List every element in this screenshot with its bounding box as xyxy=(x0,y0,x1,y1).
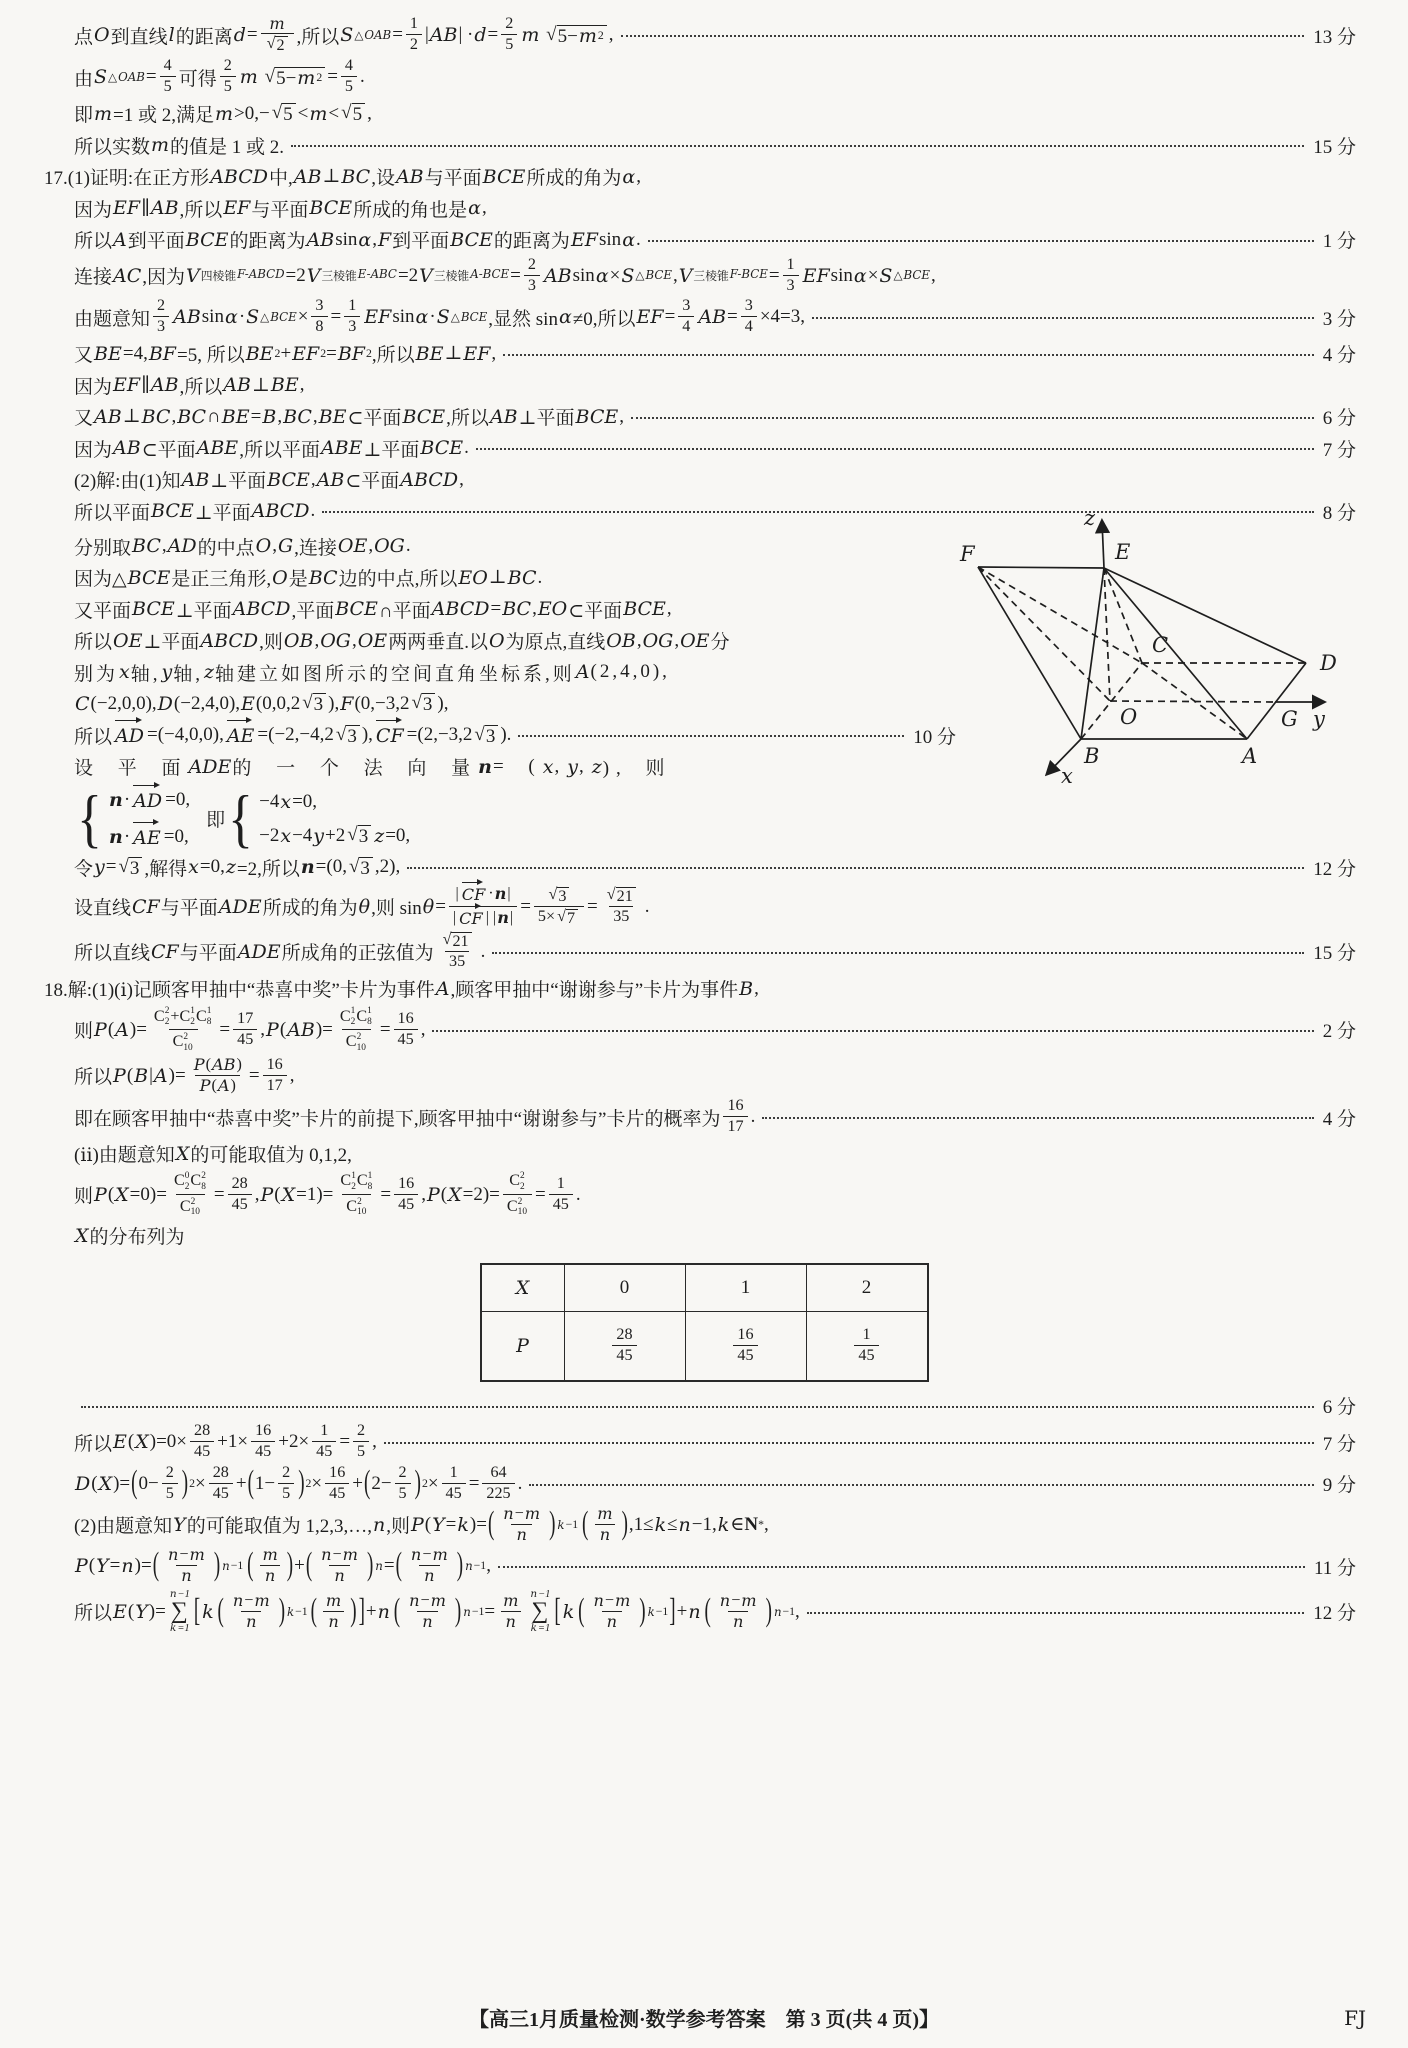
solution-line: 因为△ BCE 是正三角形, O 是 BC 边的中点,所以 EO ⊥ BC . xyxy=(74,566,543,591)
dotted-leader xyxy=(621,35,1305,37)
figure-label-C: C xyxy=(1152,632,1169,657)
solution-line: 设 平 面 ADE 的 一 个 法 向 量 n = ( x , y , z ), 则 xyxy=(74,755,672,780)
solution-line: 由 S △ OAB = $\frac{4}{5}$ 可得 $\frac{2}{5}$ m √ 5− m 2 = $\frac{4}{5}$ . xyxy=(74,57,365,96)
dotted-leader xyxy=(498,1566,1305,1568)
score-marker: 12 分 xyxy=(1313,858,1356,880)
solution-line: 令 y = √ 3 ,解得 x =0, z =2,所以 n =(0, √ 3 ,2), 12 分 xyxy=(74,855,1356,880)
dotted-leader xyxy=(407,867,1304,869)
figure-dashed-edge xyxy=(1104,568,1110,701)
score-marker: 6 分 xyxy=(1322,1397,1356,1419)
figure-edge xyxy=(1104,568,1306,663)
figure-label-O: O xyxy=(1120,704,1138,729)
figure-edge xyxy=(1102,521,1104,568)
distribution-table-wrap xyxy=(0,1263,1408,1382)
dotted-leader xyxy=(492,952,1304,954)
solution-line xyxy=(0,1392,1408,1420)
solution-line: 即 m =1 或 2,满足 m >0,− √ 5 < m < √ 5 , xyxy=(74,102,372,127)
footer-title: 【高三1月质量检测·数学参考答案 第 3 页(共 4 页)】 xyxy=(469,2009,939,2031)
solution-line: P ( Y = n )= ( n − m n ) n −1 ( $\frac{m}{n}$ ) + ( n − m n ) n = ( n − m n ) n −1 , 11 分 xyxy=(75,1545,1356,1586)
score-marker: 12 分 xyxy=(1313,1603,1356,1625)
solution-line: 所以 P ( B | A )= P ( AB ) P ( A ) = $\frac{16}{17}$ , xyxy=(74,1054,295,1095)
figure-label-G: G xyxy=(1281,706,1298,731)
dotted-leader xyxy=(631,417,1314,419)
table-header-x: X xyxy=(481,1264,565,1312)
solution-line: 则 P ( X =0)= C 0 2 C 2 8 C 2 10 = $\frac{28}{45}$ , P ( X =1)= C 1 2 C 1 8 C 2 10 = $\frac{16}{45}$ , P ( X =2)= C 2 2 C 2 10 = $\frac{1}{45}$ . xyxy=(74,1171,581,1218)
score-marker: 7 分 xyxy=(1322,1433,1356,1455)
figure-label-E: E xyxy=(1115,539,1131,564)
solution-line: 别为 x 轴, y 轴, z 轴建立如图所示的空间直角坐标系,则 A (2,4,0), xyxy=(74,661,670,685)
solution-line: X 的分布列为 xyxy=(75,1224,185,1249)
table-cell: 1 xyxy=(685,1264,806,1312)
dotted-leader xyxy=(812,317,1314,319)
table-cell: 2 xyxy=(806,1264,928,1312)
dotted-leader xyxy=(807,1612,1304,1614)
distribution-table xyxy=(480,1263,929,1382)
score-marker: 1 分 xyxy=(1322,231,1356,253)
score-marker: 3 分 xyxy=(1322,308,1356,330)
score-marker: 4 分 xyxy=(1322,1108,1356,1130)
figure-label-y: y xyxy=(1313,706,1325,731)
dotted-leader xyxy=(503,354,1314,356)
solution-line: 则 P ( A )= C 2 2 +C 1 2 C 1 8 C 2 10 = $\frac{17}{45}$ , P ( AB )= C 1 2 C 1 8 C 2 10 = $\frac{16}{45}$ , 2 分 xyxy=(74,1006,1356,1053)
solution-line: 17.(1)证明:在正方形 ABCD 中, AB ⊥ BC ,设 AB 与平面 BCE 所成的角为 α , xyxy=(44,165,641,190)
figure-dashed-edge xyxy=(1104,568,1142,663)
solution-line: D ( X )= ( 0− $\frac{2}{5}$ ) 2 × $\frac{28}{45}$ + ( 1− $\frac{2}{5}$ ) 2 × $\frac{16}{45}$ + ( 2− $\frac{2}{5}$ ) 2 × $\frac{1}{45}$ = $\frac{64}{225}$ . 9 分 xyxy=(75,1463,1356,1502)
solution-line: { n · AD =0, n · AE =0, 即 { −4 x =0, −2 x −4 y +2 √ 3 z =0, xyxy=(77,782,411,855)
solution-line: 所以平面 BCE ⊥平面 ABCD . 8 分 xyxy=(0,497,1408,525)
dotted-leader xyxy=(529,1484,1313,1486)
dotted-leader xyxy=(432,1030,1313,1032)
solution-line: 由题意知 $\frac{2}{3}$ AB sin α · S △ BCE × $\frac{3}{8}$ = $\frac{1}{3}$ EF sin α · S △ BCE ,显然 sin α ≠0,所以 EF = $\frac{3}{4}$ AB = $\frac{3}{4}$ ×4=3, 3 分 xyxy=(74,297,1356,336)
solution-line: 点 O 到直线 l 的距离 d = m √ 2 ,所以 S △ OAB = $\frac{1}{2}$ | AB | · d = $\frac{2}{5}$ m √ 5− m 2 , 13 分 xyxy=(74,13,1356,55)
solution-line: 因为 EF ∥ AB ,所以 EF 与平面 BCE 所成的角也是 α , xyxy=(74,197,487,221)
dotted-leader xyxy=(81,1406,1314,1408)
figure-dashed-edge xyxy=(1110,701,1275,702)
solution-line: 又 AB ⊥ BC , BC ∩ BE = B , BC , BE ⊂平面 BCE ,所以 AB ⊥平面 BCE , 6 分 xyxy=(0,403,1408,431)
figure-label-A: A xyxy=(1242,743,1258,768)
score-marker: 10 分 xyxy=(913,726,956,748)
figure-label-F: F xyxy=(960,541,975,566)
figure-edge xyxy=(978,567,1081,739)
solution-line: 所以实数 m 的值是 1 或 2. 15 分 xyxy=(0,131,1408,159)
solution-line: 又平面 BCE ⊥平面 ABCD ,平面 BCE ∩平面 ABCD = BC , EO ⊂平面 BCE , xyxy=(74,598,672,622)
table-row xyxy=(481,1312,928,1382)
score-marker: 11 分 xyxy=(1313,1557,1356,1579)
dotted-leader xyxy=(476,448,1314,450)
solution-line: (2)由题意知 Y 的可能取值为 1,2,3,…, n ,则 P ( Y = k )= ( n − m n ) k −1 ( $\frac{m}{n}$ ) ,1≤ k ≤ n −1, k ∈ N * , xyxy=(74,1503,769,1544)
page-footer xyxy=(0,1993,1408,2048)
dotted-leader xyxy=(384,1442,1314,1444)
score-marker: 8 分 xyxy=(1322,502,1356,524)
solution-line: (ⅱ)由题意知 X 的可能取值为 0,1,2, xyxy=(74,1142,352,1167)
dotted-leader xyxy=(648,240,1314,242)
figure-label-z: z xyxy=(1084,505,1096,530)
figure-label-B: B xyxy=(1084,743,1100,768)
score-marker: 6 分 xyxy=(1322,408,1356,430)
score-marker: 4 分 xyxy=(1322,345,1356,367)
figure-label-x: x xyxy=(1061,763,1073,788)
solution-line: (2)解:由(1)知 AB ⊥平面 BCE , AB ⊂平面 ABCD , xyxy=(74,468,464,493)
coordinate-figure xyxy=(948,495,1378,795)
dotted-leader xyxy=(518,735,904,737)
score-marker: 13 分 xyxy=(1313,26,1356,48)
table-cell: $\frac{16}{45}$ xyxy=(685,1312,806,1382)
figure-edge xyxy=(1081,568,1104,739)
solution-line: 连接 AC ,因为 V 四棱锥 F-ABCD =2 V 三棱锥 E-ABC =2 V 三棱锥 A-BCE = $\frac{2}{3}$ AB sin α × S △ BCE , V 三棱锥 F-BCE = $\frac{1}{3}$ EF sin α × S △ BCE , xyxy=(74,256,936,294)
solution-line: 所以 OE ⊥平面 ABCD ,则 OB , OG , OE 两两垂直.以 O 为原点,直线 OB , OG , OE 分 xyxy=(74,629,730,654)
table-cell: $\frac{1}{45}$ xyxy=(806,1312,928,1382)
dotted-leader xyxy=(762,1117,1313,1119)
dotted-leader xyxy=(291,145,1304,147)
solution-line: 因为 AB ⊂平面 ABE ,所以平面 ABE ⊥平面 BCE . 7 分 xyxy=(0,434,1408,462)
solution-line: 所以 A 到平面 BCE 的距离为 AB sin α , F 到平面 BCE 的距离为 EF sin α . 1 分 xyxy=(0,226,1408,254)
table-row xyxy=(481,1264,928,1312)
solution-line: 所以直线 CF 与平面 ADE 所成角的正弦值为 √ 21 35 . 15 分 xyxy=(74,931,1356,971)
table-cell: $\frac{28}{45}$ xyxy=(564,1312,685,1382)
solution-line: C (−2,0,0), D (−2,4,0), E (0,0,2 √ 3 ), F (0,−3,2 √ 3 ), xyxy=(75,692,449,716)
solution-line: 设直线 CF 与平面 ADE 所成的角为 θ ,则 sin θ = | CF · n | | CF | | n | = √ 3 5× √ 7 = √ 21 35 . xyxy=(74,884,650,928)
solution-section-4 xyxy=(0,1388,1408,1638)
figure-dashed-edge xyxy=(978,567,1110,701)
figure-label-D: D xyxy=(1320,650,1337,675)
solution-section-1 xyxy=(0,12,1408,529)
score-marker: 9 分 xyxy=(1322,1475,1356,1497)
table-header-p: P xyxy=(481,1312,565,1382)
solution-line: 分别取 BC , AD 的中点 O , G ,连接 OE , OG . xyxy=(74,535,411,559)
table-cell: 0 xyxy=(564,1264,685,1312)
score-marker: 7 分 xyxy=(1322,439,1356,461)
figure-edge xyxy=(978,567,1104,568)
score-marker: 15 分 xyxy=(1313,136,1356,158)
solution-line: 所以 E ( X )=0× $\frac{28}{45}$ +1× $\frac{16}{45}$ +2× $\frac{1}{45}$ = $\frac{2}{5}$ , 7 分 xyxy=(74,1422,1356,1461)
footer-code: FJ xyxy=(1344,2005,1366,2030)
solution-line: 18.解:(1)(ⅰ)记顾客甲抽中“恭喜中奖”卡片为事件 A ,顾客甲抽中“谢谢参与”卡片为事件 B , xyxy=(44,977,759,1002)
solution-line: 又 BE =4, BF =5, 所以 BE 2 + EF 2 = BF 2 ,所以 BE ⊥ EF , 4 分 xyxy=(0,340,1408,368)
solution-line: 所以 E ( Y )= n−1 ∑ k=1 [ k ( n − m n ) k −1 ( $\frac{m}{n}$ ) ] + n ( n − m n ) n −1 = $\frac{m}{n}$ n−1 ∑ k=1 [ k ( n − m n ) k −1 ] + n ( n − m n ) n −1 , 12 分 xyxy=(74,1587,1356,1634)
figure-dashed-edge xyxy=(978,567,1142,663)
score-marker: 2 分 xyxy=(1322,1021,1356,1043)
solution-section-3 xyxy=(0,784,1408,1253)
solution-line: 即在顾客甲抽中“恭喜中奖”卡片的前提下,顾客甲抽中“谢谢参与”卡片的概率为 $\frac{16}{17}$ . 4 分 xyxy=(74,1097,1356,1136)
solution-line: 因为 EF ∥ AB ,所以 AB ⊥ BE , xyxy=(74,374,305,398)
score-marker: 15 分 xyxy=(1313,943,1356,965)
solution-line: 所以 AD =(−4,0,0), AE =(−2,−4,2 √ 3 ), CF =(2,−3,2 √ 3 ). 10 分 xyxy=(74,723,956,748)
